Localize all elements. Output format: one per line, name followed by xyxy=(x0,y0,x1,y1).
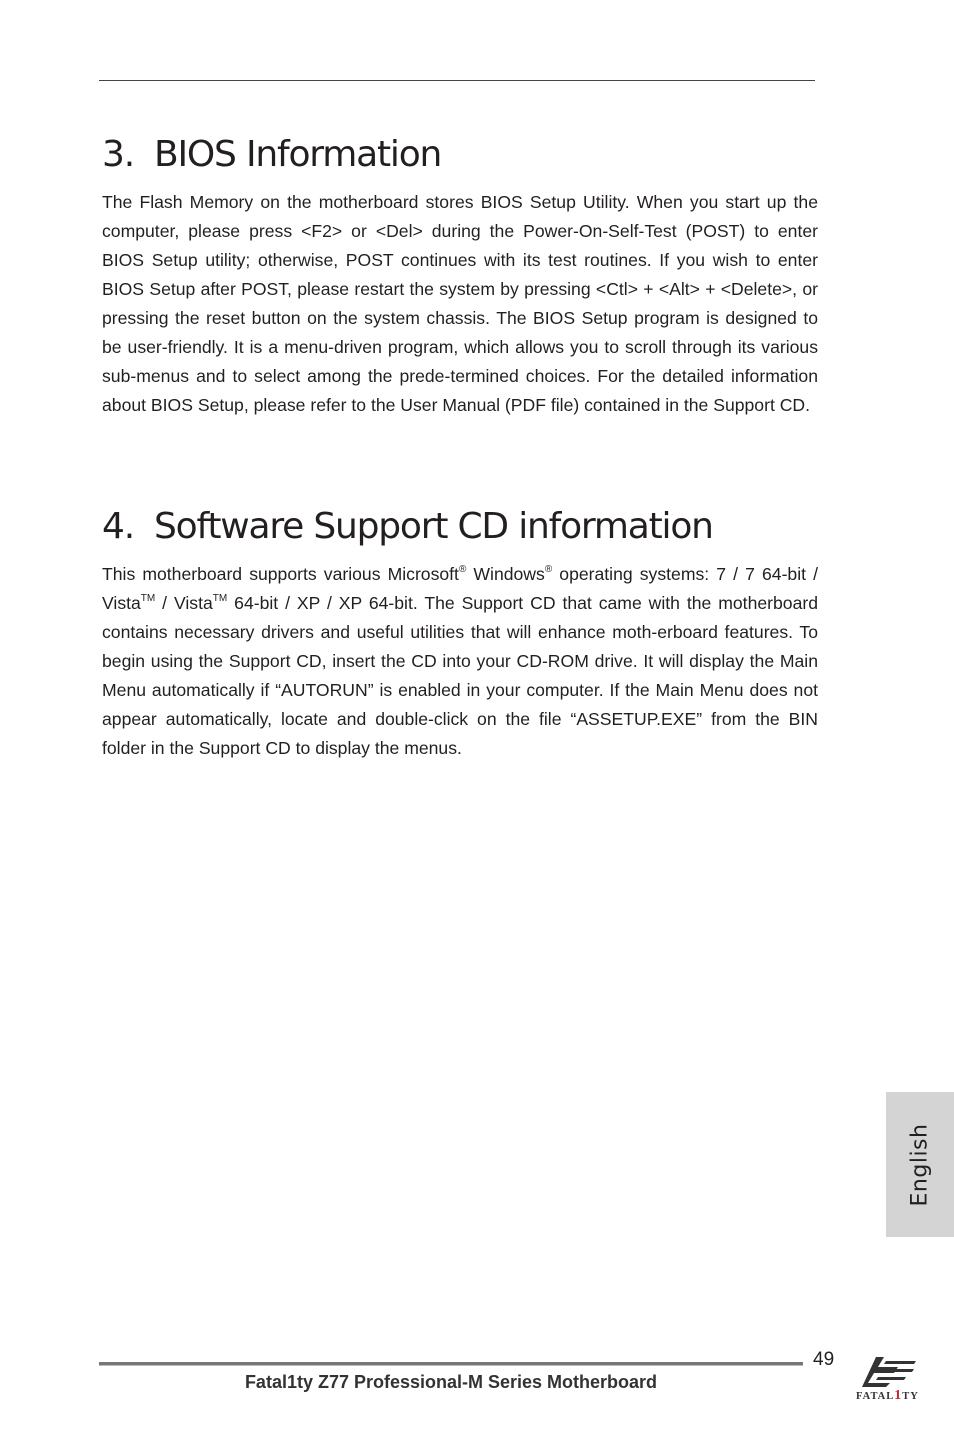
section-body xyxy=(102,560,818,763)
section-body: The Flash Memory on the motherboard stores BIOS Setup Utility. When you start up the computer, please press <F2> or <Del> during the Power-On-Self-Test (POST) to enter BIOS Setup utility; otherwise, POST continues with its test routines. If you wish to enter BIOS Setup after POST, please restart the system by pressing <Ctl> + <Alt> + <Delete>, or pressing the reset button on the system chassis. The BIOS Setup program is designed to be user-friendly. It is a menu-driven program, which allows you to scroll through its various sub-menus and to select among the prede-termined choices. For the detailed information about BIOS Setup, please refer to the User Manual (PDF file) contained in the Support CD. xyxy=(102,192,818,415)
body-text: operating systems: 7 / 7 64-bit / Vista xyxy=(102,564,819,613)
section-title: BIOS Information xyxy=(154,134,442,175)
footer-rule xyxy=(99,1362,803,1366)
page-number: 49 xyxy=(813,1349,835,1370)
section-heading xyxy=(102,132,818,178)
registered-mark: ® xyxy=(458,564,467,576)
header-rule xyxy=(99,80,815,81)
logo-wordmark xyxy=(856,1388,919,1404)
body-text: / Vista xyxy=(155,593,213,613)
section-number: 4. xyxy=(102,506,134,547)
logo-one: 1 xyxy=(894,1388,903,1403)
section-number: 3. xyxy=(102,134,134,175)
section-bios-information xyxy=(102,132,818,420)
section-software-support-cd xyxy=(102,504,818,763)
logo-suffix: TY xyxy=(902,1391,919,1402)
registered-mark: ® xyxy=(544,564,553,576)
footer-title: Fatal1ty Z77 Professional-M Series Motherboard xyxy=(244,1372,658,1392)
body-text: Windows xyxy=(466,564,545,584)
section-title: Software Support CD information xyxy=(154,506,713,547)
body-text: 64-bit / XP / XP 64-bit. The Support CD that came with the motherboard contains necessary drivers and useful utilities that will enhance moth-erboard features. To begin using the Support CD, insert the CD into your CD-ROM drive. It will display the Main Menu automatically if “AUTORUN” is enabled in your computer. If the Main Menu does not appear automatically, locate and double-click on the file “ASSETUP.EXE” from the BIN folder in the Support CD to display the menus. xyxy=(102,593,818,758)
language-side-tab xyxy=(886,1092,954,1237)
body-text: This motherboard supports various Microsoft xyxy=(102,564,459,584)
trademark-mark: TM xyxy=(212,593,228,605)
section-heading xyxy=(102,504,818,550)
logo-prefix: FATAL xyxy=(856,1391,895,1402)
language-label: English xyxy=(907,1123,933,1206)
trademark-mark: TM xyxy=(140,593,156,605)
